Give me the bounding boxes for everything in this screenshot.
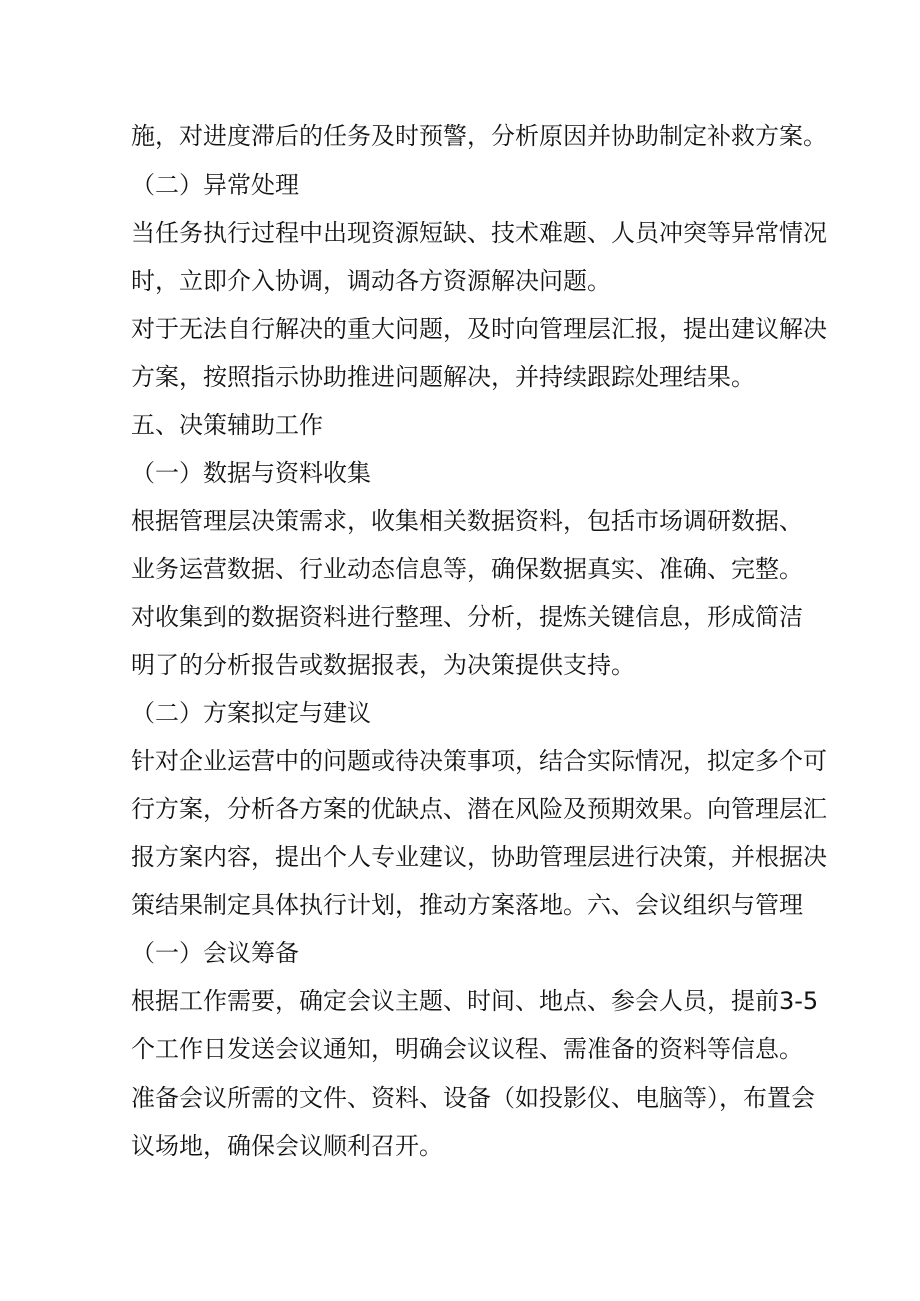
text-line-19: 根据工作需要，确定会议主题、时间、地点、参会人员，提前3-5 — [131, 987, 819, 1015]
text-line-4: 时，立即介入协调，调动各方资源解决问题。 — [131, 267, 611, 295]
section-heading-data-collection: （一）数据与资料收集 — [131, 459, 371, 487]
text-line-3: 当任务执行过程中出现资源短缺、技术难题、人员冲突等异常情况 — [131, 219, 827, 247]
text-line-14: 针对企业运营中的问题或待决策事项，结合实际情况，拟定多个可 — [131, 747, 827, 775]
section-heading-decision-support: 五、决策辅助工作 — [131, 411, 323, 439]
text-line-16: 报方案内容，提出个人专业建议，协助管理层进行决策，并根据决 — [131, 843, 827, 871]
text-line-15: 行方案，分析各方案的优缺点、潜在风险及预期效果。向管理层汇 — [131, 795, 827, 823]
text-line-22: 议场地，确保会议顺利召开。 — [131, 1132, 443, 1160]
text-line-5: 对于无法自行解决的重大问题，及时向管理层汇报，提出建议解决 — [131, 315, 827, 343]
text-line-10: 业务运营数据、行业动态信息等，确保数据真实、准确、完整。 — [131, 555, 803, 583]
text-line-11: 对收集到的数据资料进行整理、分析，提炼关键信息，形成简洁 — [131, 603, 803, 631]
text-line-9: 根据管理层决策需求，收集相关数据资料，包括市场调研数据、 — [131, 507, 803, 535]
text-line-6: 方案，按照指示协助推进问题解决，并持续跟踪处理结果。 — [131, 363, 755, 391]
text-line-20: 个工作日发送会议通知，明确会议议程、需准备的资料等信息。 — [131, 1035, 803, 1063]
text-line-17: 策结果制定具体执行计划，推动方案落地。六、会议组织与管理 — [131, 891, 803, 919]
text-line-1: 施，对进度滞后的任务及时预警，分析原因并协助制定补救方案。 — [131, 122, 827, 150]
section-heading-abnormal-handling: （二）异常处理 — [131, 171, 299, 199]
section-heading-proposal-drafting: （二）方案拟定与建议 — [131, 699, 371, 727]
text-line-12: 明了的分析报告或数据报表，为决策提供支持。 — [131, 651, 635, 679]
section-heading-meeting-preparation: （一）会议筹备 — [131, 939, 299, 967]
text-line-21: 准备会议所需的文件、资料、设备（如投影仪、电脑等），布置会 — [131, 1084, 815, 1112]
